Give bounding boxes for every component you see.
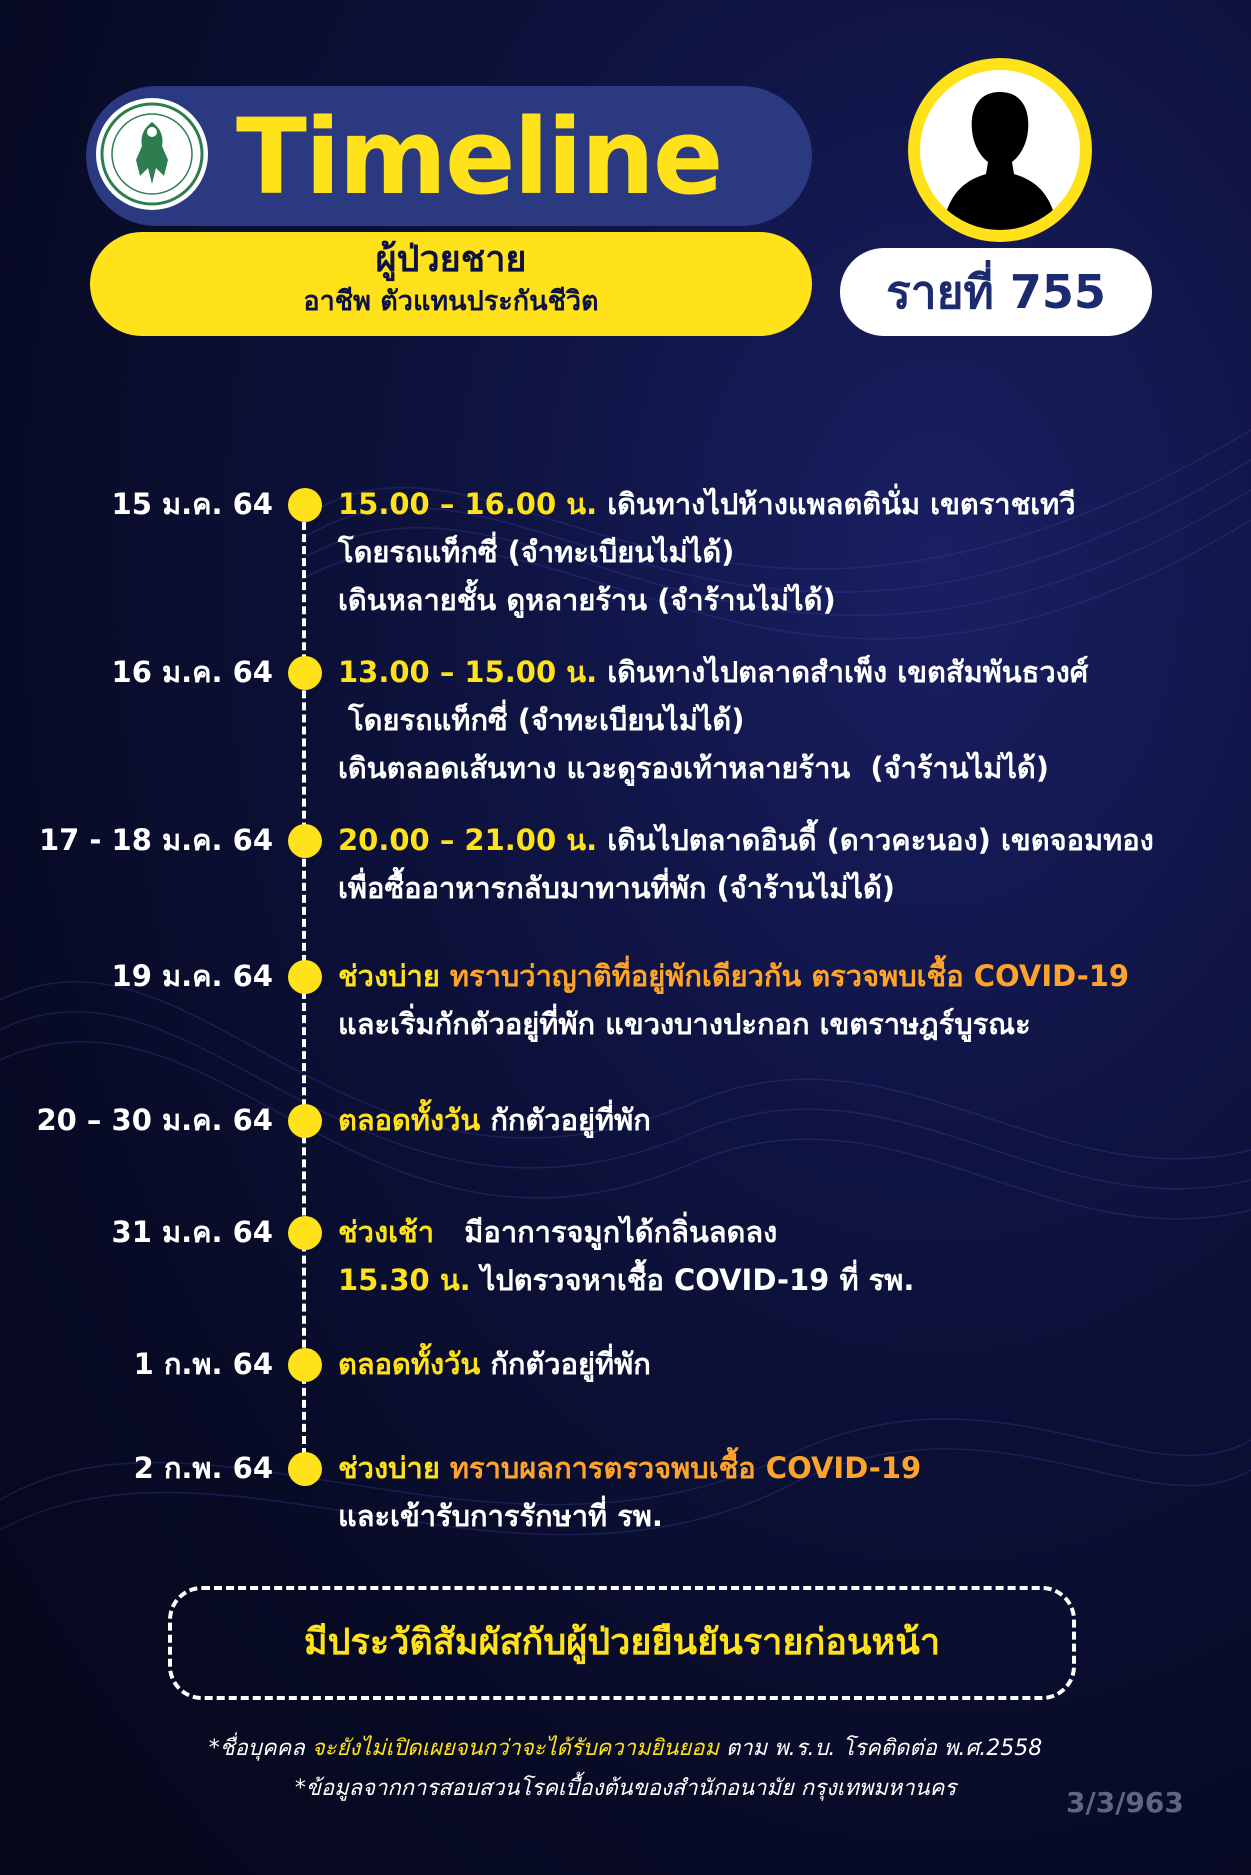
patient-gender: ผู้ป่วยชาย: [375, 239, 527, 280]
timeline-date: 16 ม.ค. 64: [111, 655, 273, 689]
page-title: Timeline: [236, 96, 722, 218]
timeline-text-segment: เดินไปตลาดอินดี้ (ดาวคะนอง) เขตจอมทอง: [607, 823, 1154, 857]
timeline-line: [338, 1210, 1238, 1258]
timeline-text-segment: กักตัวอยู่ที่พัก: [490, 1347, 651, 1381]
timeline-text-segment: 20.00 – 21.00 น.: [338, 823, 608, 857]
patient-info-banner: [90, 232, 812, 336]
timeline-text-segment: และเข้ารับการรักษาที่ รพ.: [338, 1499, 663, 1533]
timeline-line: [338, 866, 1238, 914]
footnote-source: *ข้อมูลจากการสอบสวนโรคเบื้องต้นของสำนักอนามัย กรุงเทพมหานคร: [294, 1776, 957, 1801]
footnote-privacy-part1: *ชื่อบุคคล: [208, 1736, 312, 1761]
contact-history-note: มีประวัติสัมผัสกับผู้ป่วยยืนยันรายก่อนหน้า: [168, 1586, 1076, 1700]
timeline-text-segment: กักตัวอยู่ที่พัก: [490, 1103, 651, 1137]
timeline-line: [338, 698, 1238, 746]
timeline-dot-icon: [288, 960, 322, 994]
timeline-line: [338, 1494, 1238, 1542]
timeline-dot-icon: [288, 656, 322, 690]
timeline-dot-icon: [288, 1348, 322, 1382]
timeline-text-segment: ช่วงบ่าย: [338, 959, 450, 993]
timeline-description: [338, 1210, 1238, 1306]
timeline-line: [338, 1342, 1238, 1390]
timeline-text-segment: ไปตรวจหาเชื้อ COVID-19 ที่ รพ.: [480, 1263, 915, 1297]
timeline-text-segment: 15.30 น.: [338, 1263, 481, 1297]
case-number-badge: รายที่ 755: [840, 248, 1152, 336]
timeline-description: [338, 1446, 1238, 1542]
bma-emblem-logo: [96, 98, 208, 210]
page-code: 3/3/963: [1066, 1786, 1184, 1819]
timeline-text-segment: 15.00 – 16.00 น.: [338, 487, 608, 521]
timeline-description: [338, 482, 1238, 626]
timeline-text-segment: เดินตลอดเส้นทาง แวะดูรองเท้าหลายร้าน (จำร้านไม่ได้): [338, 751, 1049, 785]
timeline-date: 31 ม.ค. 64: [111, 1215, 273, 1249]
timeline-text-segment: เพื่อซื้ออาหารกลับมาทานที่พัก (จำร้านไม่ได้): [338, 871, 896, 905]
timeline-text-segment: เดินทางไปห้างแพลตตินั่ม เขตราชเทวี: [607, 487, 1076, 521]
timeline-text-segment: มีอาการจมูกได้กลิ่นลดลง: [464, 1215, 778, 1249]
timeline-line: [338, 1002, 1238, 1050]
timeline-date: 19 ม.ค. 64: [111, 959, 273, 993]
timeline-text-segment: ตลอดทั้งวัน: [338, 1103, 491, 1137]
footnote-privacy-part2: ตาม พ.ร.บ. โรคติดต่อ พ.ศ.2558: [719, 1736, 1043, 1761]
timeline-dot-icon: [288, 824, 322, 858]
timeline-line: [338, 954, 1238, 1002]
timeline-line: [338, 1098, 1238, 1146]
timeline-text-segment: ช่วงบ่าย: [338, 1451, 450, 1485]
timeline-line: [338, 1258, 1238, 1306]
timeline-date: 2 ก.พ. 64: [133, 1451, 273, 1485]
timeline-line: [338, 650, 1238, 698]
timeline-text-segment: เดินทางไปตลาดสำเพ็ง เขตสัมพันธวงศ์: [607, 655, 1089, 689]
timeline-text-segment: โดยรถแท็กซี่ (จำทะเบียนไม่ได้): [338, 703, 745, 737]
timeline-date: 17 - 18 ม.ค. 64: [38, 823, 273, 857]
person-silhouette-icon: [920, 70, 1080, 230]
timeline-text-segment: ทราบว่าญาติที่อยู่พักเดียวกัน ตรวจพบเชื้อ COVID-19: [449, 959, 1130, 993]
timeline-line: [338, 1446, 1238, 1494]
timeline-description: [338, 818, 1238, 914]
footnote-privacy: [0, 1730, 1251, 1765]
footnote-privacy-highlight: จะยังไม่เปิดเผยจนกว่าจะได้รับความยินยอม: [311, 1736, 720, 1761]
timeline-text-segment: เดินหลายชั้น ดูหลายร้าน (จำร้านไม่ได้): [338, 583, 836, 617]
timeline-description: [338, 1098, 1238, 1146]
timeline-text-segment: 13.00 – 15.00 น.: [338, 655, 608, 689]
timeline-text-segment: และเริ่มกักตัวอยู่ที่พัก แขวงบางปะกอก เขตราษฎร์บูรณะ: [338, 1007, 1031, 1041]
timeline-line: [338, 530, 1238, 578]
timeline-date: 1 ก.พ. 64: [133, 1347, 273, 1381]
timeline-text-segment: ตลอดทั้งวัน: [338, 1347, 491, 1381]
timeline-date: 15 ม.ค. 64: [111, 487, 273, 521]
timeline-date: 20 – 30 ม.ค. 64: [36, 1103, 273, 1137]
timeline-line: [338, 818, 1238, 866]
avatar: [908, 58, 1092, 242]
timeline-text-segment: ทราบผลการตรวจพบเชื้อ COVID-19: [449, 1451, 922, 1485]
timeline-dot-icon: [288, 1452, 322, 1486]
patient-occupation: อาชีพ ตัวแทนประกันชีวิต: [303, 286, 599, 317]
timeline-line: [338, 746, 1238, 794]
timeline-description: [338, 1342, 1238, 1390]
timeline-dot-icon: [288, 1216, 322, 1250]
timeline-text-segment: ช่วงเช้า: [338, 1215, 465, 1249]
timeline-line: [338, 482, 1238, 530]
timeline-description: [338, 650, 1238, 794]
timeline-dot-icon: [288, 1104, 322, 1138]
timeline-line: [338, 578, 1238, 626]
timeline-dot-icon: [288, 488, 322, 522]
timeline-description: [338, 954, 1238, 1050]
timeline-text-segment: โดยรถแท็กซี่ (จำทะเบียนไม่ได้): [338, 535, 735, 569]
